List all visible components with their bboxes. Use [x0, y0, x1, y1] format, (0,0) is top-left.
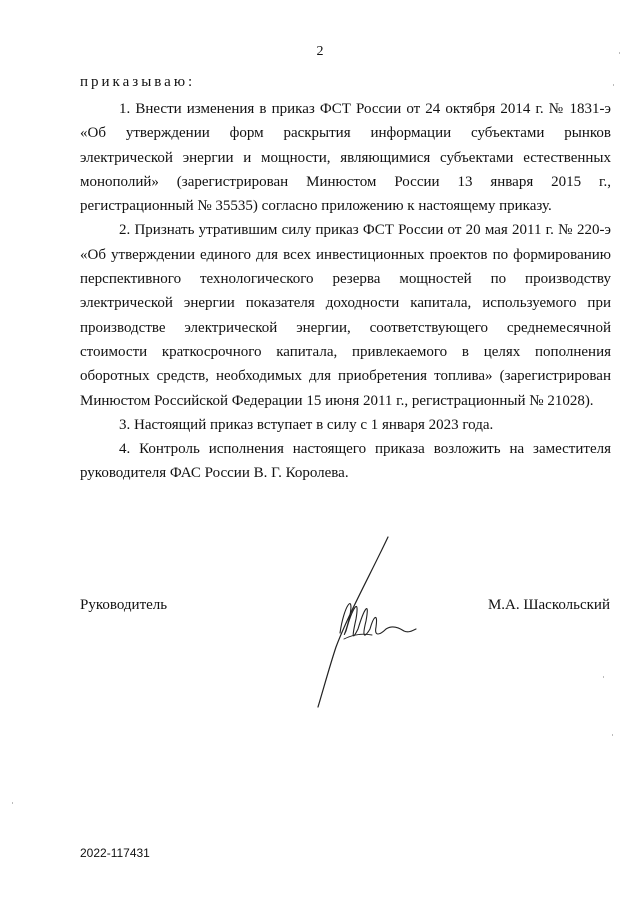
scan-speck [619, 52, 620, 54]
page-number: 2 [316, 44, 324, 59]
order-lead: приказываю: [80, 74, 196, 90]
handwritten-signature [300, 535, 420, 710]
paragraph-3: 3. Настоящий приказ вступает в силу с 1 января 2023 года. [119, 416, 494, 433]
scan-speck [613, 84, 614, 86]
paragraph-2: 2. Признать утратившим силу приказ ФСТ России от 20 мая 2011 г. № 220-э «Об утверждении единого для всех инвестиционных проектов по формированию перспективного технологического резерва мощностей по производству электрической энергии показателя доходности капитала, используемого при производстве электрической энергии, соответствующего среднемесячной стоимости краткосрочного капитала, привлекаемого в целях пополнения оборотных средств, необходимых для приобретения топлива» (зарегистрирован Минюстом Российской Федерации 15 июня 2011 г., регистрационный № 21028). [80, 222, 611, 409]
scan-speck [603, 676, 604, 678]
scan-speck [612, 734, 613, 736]
document-number: 2022-117431 [80, 846, 150, 860]
paragraph-4: 4. Контроль исполнения настоящего приказа возложить на заместителя руководителя ФАС России В. Г. Королева. [80, 441, 611, 482]
document-body [80, 97, 611, 486]
scan-speck [12, 802, 13, 804]
paragraph-1: 1. Внести изменения в приказ ФСТ России от 24 октября 2014 г. № 1831-э «Об утверждении форм раскрытия информации субъектами рынков электрической энергии и мощности, являющимися субъектами естественных монополий» (зарегистрирован Минюстом России 13 января 2015 г., регистрационный № 35535) согласно приложению к настоящему приказу. [80, 101, 611, 215]
signer-name: М.А. Шаскольский [487, 597, 610, 613]
signer-role: Руководитель [80, 597, 168, 613]
